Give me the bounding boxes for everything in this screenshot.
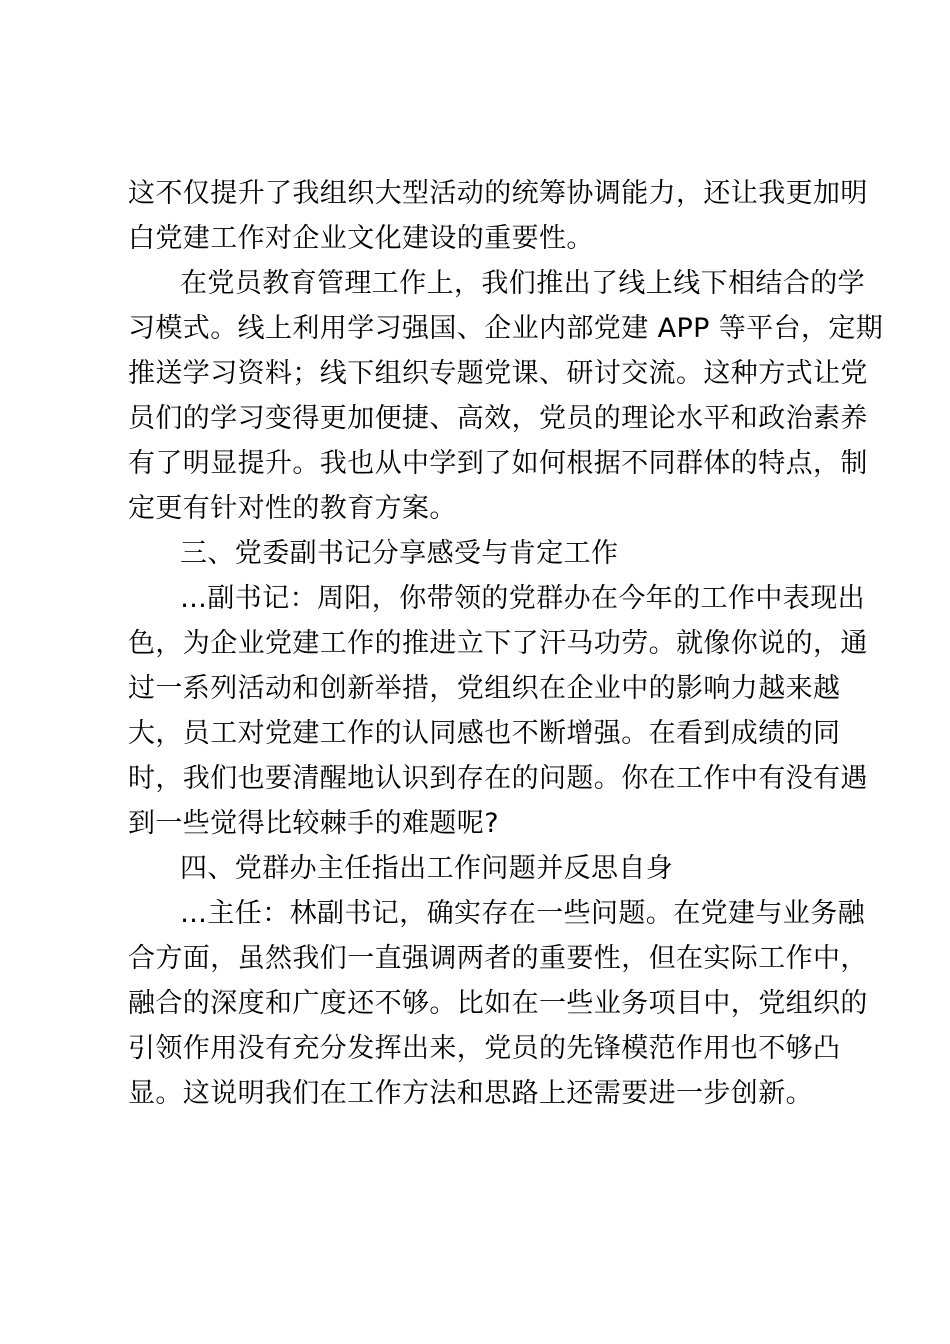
text-line: 白党建工作对企业文化建设的重要性。 — [128, 223, 594, 254]
text-line: 融合的深度和广度还不够。比如在一些业务项目中，党组织的 — [128, 988, 868, 1019]
text-line: 到一些觉得比较棘手的难题呢? — [128, 808, 499, 839]
text-line: 在党员教育管理工作上，我们推出了线上线下相结合的学 — [180, 268, 865, 299]
text-line: 这不仅提升了我组织大型活动的统筹协调能力，还让我更加明 — [128, 178, 868, 209]
section-heading: 三、党委副书记分享感受与肯定工作 — [180, 538, 619, 569]
text-line: …副书记：周阳，你带领的党群办在今年的工作中表现出 — [180, 583, 865, 614]
text-line: 员们的学习变得更加便捷、高效，党员的理论水平和政治素养 — [128, 403, 868, 434]
text-line: 有了明显提升。我也从中学到了如何根据不同群体的特点，制 — [128, 448, 868, 479]
text-line: 显。这说明我们在工作方法和思路上还需要进一步创新。 — [128, 1078, 813, 1109]
text-line: 引领作用没有充分发挥出来，党员的先锋模范作用也不够凸 — [128, 1033, 841, 1064]
text-line: 时，我们也要清醒地认识到存在的问题。你在工作中有没有遇 — [128, 763, 868, 794]
text-line: 习模式。线上利用学习强国、企业内部党建 APP 等平台，定期 — [128, 313, 884, 344]
text-line: 色，为企业党建工作的推进立下了汗马功劳。就像你说的，通 — [128, 628, 868, 659]
text-line: 推送学习资料；线下组织专题党课、研讨交流。这种方式让党 — [128, 358, 868, 389]
section-heading: 四、党群办主任指出工作问题并反思自身 — [180, 853, 674, 884]
text-line: 合方面，虽然我们一直强调两者的重要性，但在实际工作中， — [128, 943, 868, 974]
text-line: 过一系列活动和创新举措，党组织在企业中的影响力越来越 — [128, 673, 841, 704]
text-line: 定更有针对性的教育方案。 — [128, 493, 457, 524]
text-line: …主任：林副书记，确实存在一些问题。在党建与业务融 — [180, 898, 865, 929]
text-line: 大，员工对党建工作的认同感也不断增强。在看到成绩的同 — [128, 718, 841, 749]
